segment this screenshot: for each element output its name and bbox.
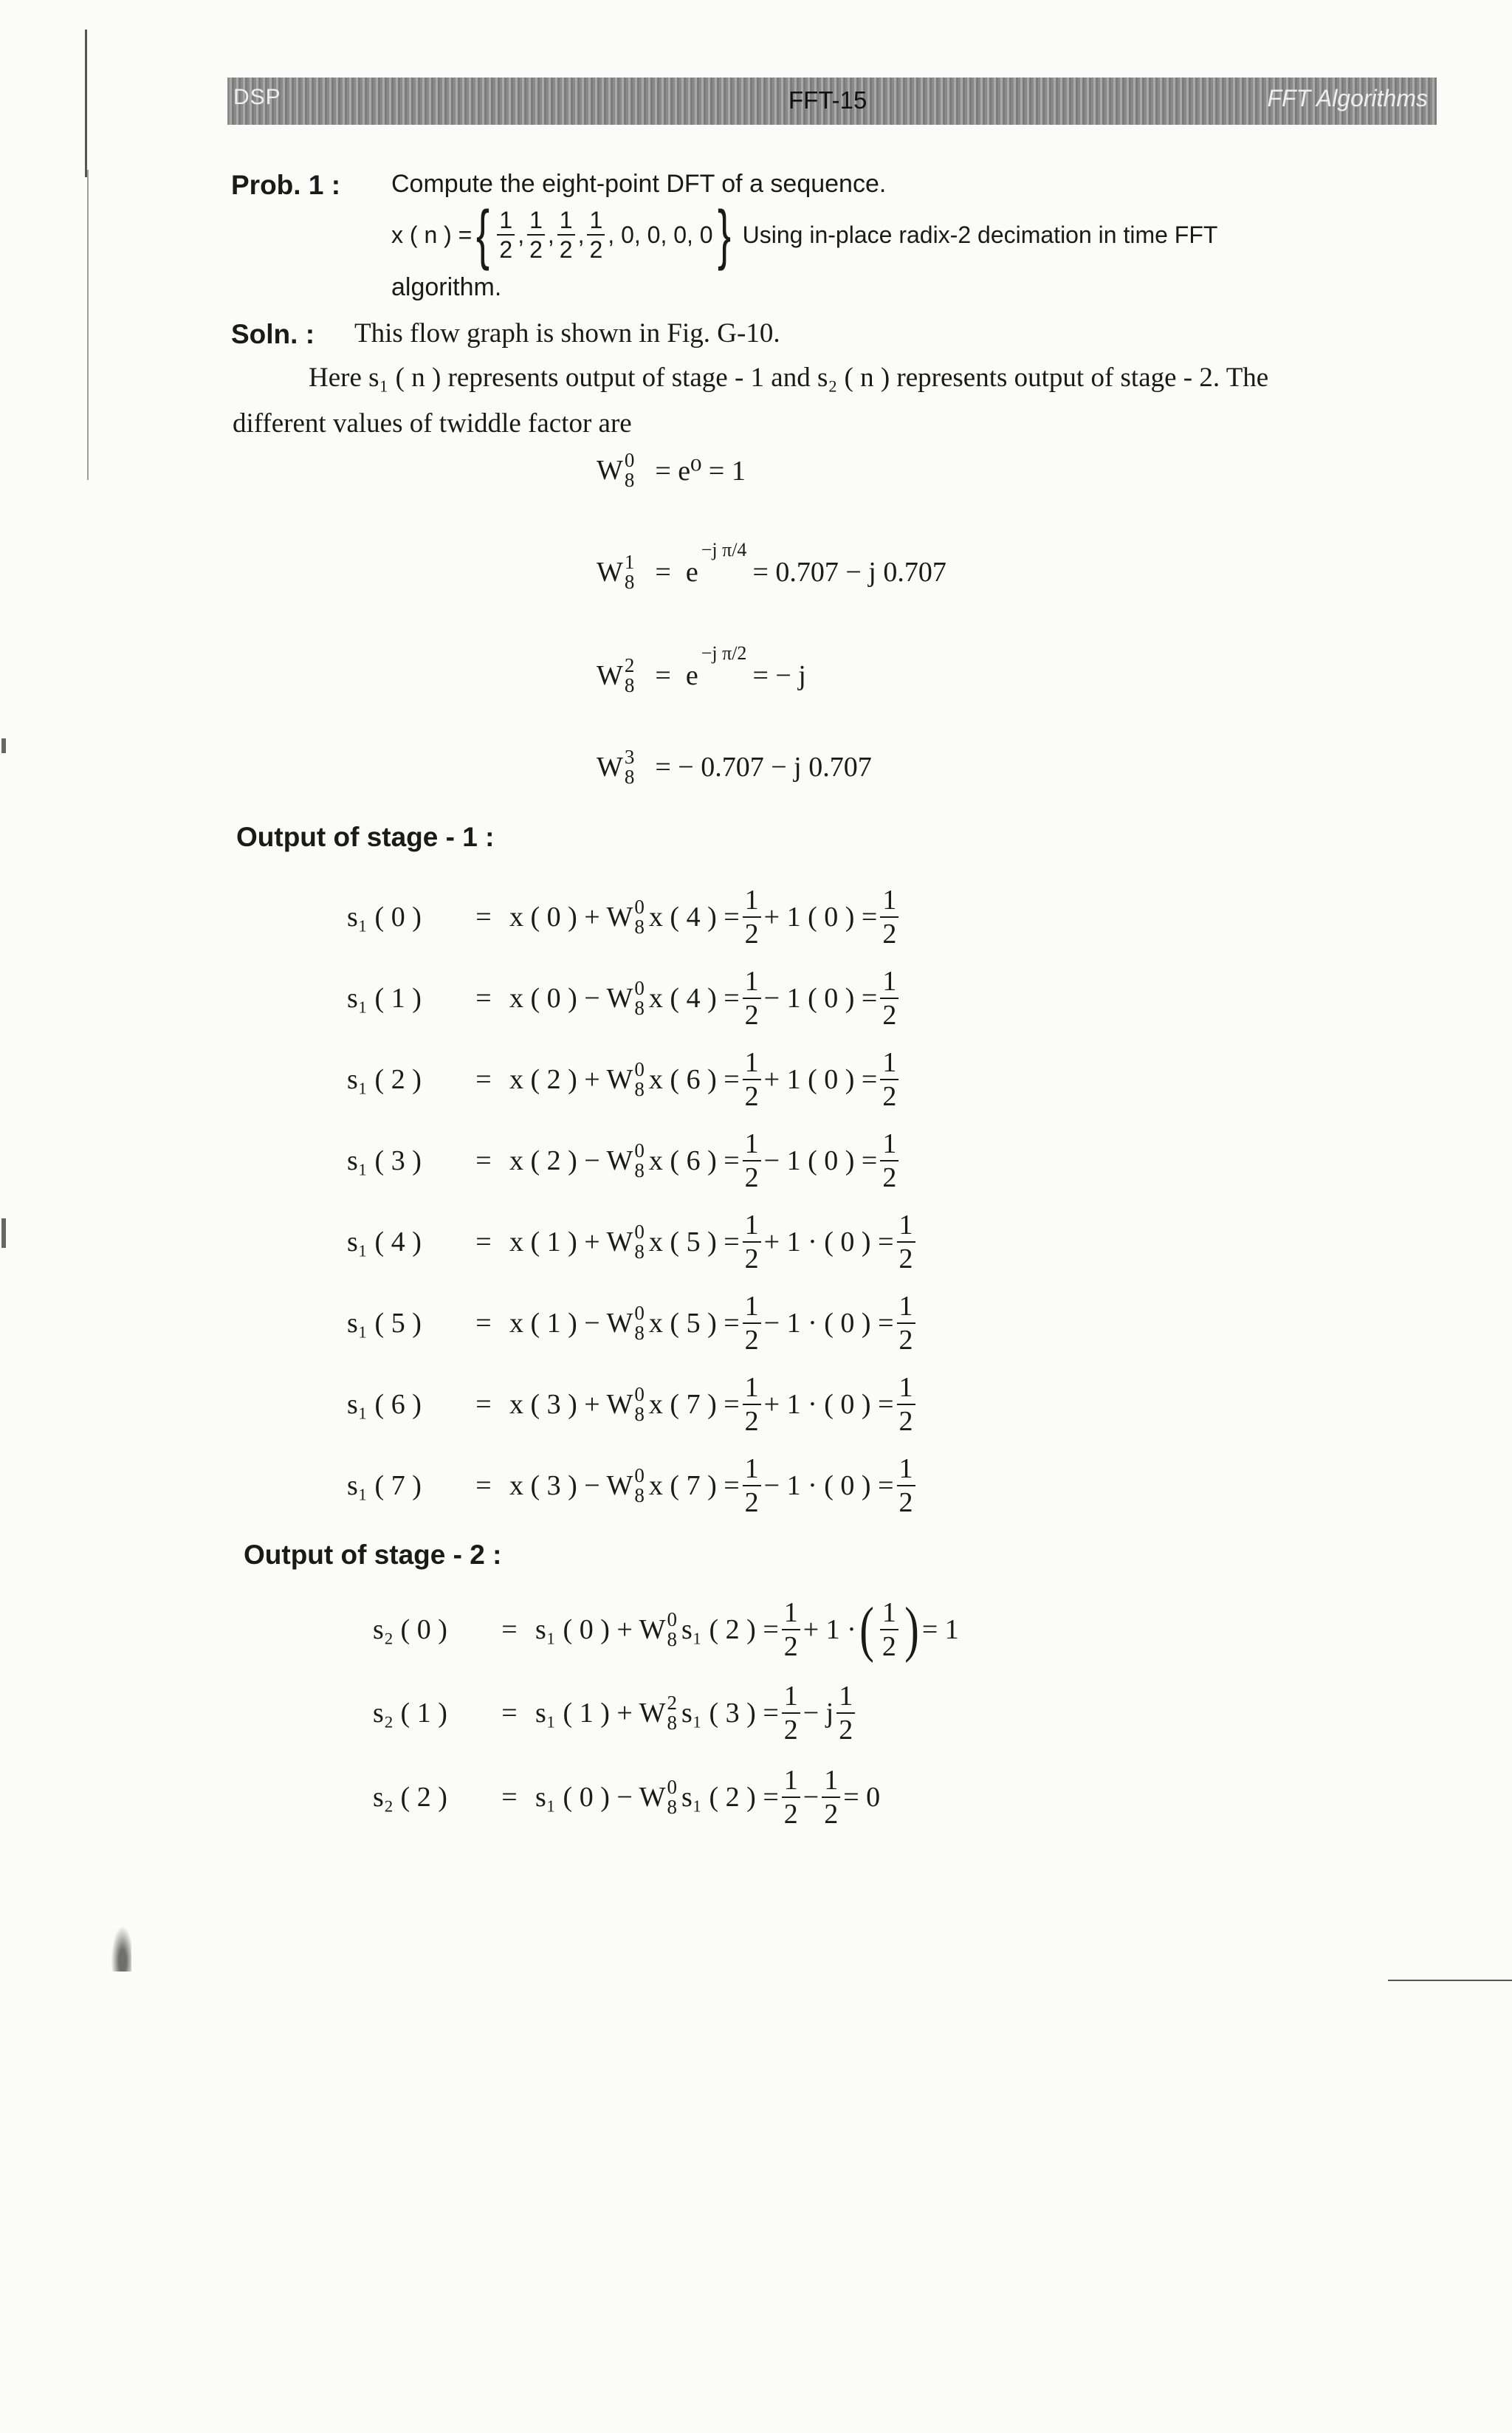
stage2-row-0: s₂ ( 0 ) = s₁ ( 0 ) + W 0 8 s₁ ( 2 ) = $\frac{1}{2}$ + 1 · ( $\frac{1}{2}$ ) = 1 (373, 1595, 959, 1664)
problem-label: Prob. 1 : (231, 170, 341, 200)
left-brace: { (476, 198, 490, 272)
stage2-row-1: s₂ ( 1 ) = s₁ ( 1 ) + W 2 8 s₁ ( 3 ) = $\frac{1}{2}$ − j $\frac{1}{2}$ (373, 1682, 858, 1744)
sequence-note: Using in-place radix-2 decimation in time FFT (742, 221, 1218, 248)
solution-para2: different values of twiddle factor are (233, 408, 632, 439)
sequence-lhs: x ( n ) = (391, 221, 472, 248)
stage2-row-2: s₂ ( 2 ) = s₁ ( 0 ) − W 0 8 s₁ ( 2 ) = $\frac{1}{2}$ − $\frac{1}{2}$ = 0 (373, 1765, 881, 1830)
twiddle-w1: W 1 8 = e −j π/4 = 0.707 − j 0.707 (597, 539, 946, 593)
fraction-half: $\frac{1}{2}$ (527, 208, 545, 261)
stage1-row-2: s₁ ( 2 ) = x ( 2 ) + W 0 8 x ( 6 ) = $\frac{1}{2}$ + 1 ( 0 ) = $\frac{1}{2}$ (347, 1049, 901, 1111)
solution-line1: This flow graph is shown in Fig. G-10. (354, 318, 780, 349)
fraction-half: $\frac{1}{2}$ (587, 208, 605, 261)
page-number: FFT-15 (788, 86, 867, 114)
stage1-row-0: s₁ ( 0 ) = x ( 0 ) + W 0 8 x ( 4 ) = $\frac{1}{2}$ + 1 ( 0 ) = $\frac{1}{2}$ (347, 886, 901, 948)
problem-cont: algorithm. (391, 273, 502, 301)
sequence-zeros: , 0, 0, 0, 0 (608, 221, 713, 248)
fraction-half: $\frac{1}{2}$ (497, 208, 515, 261)
problem-statement: Compute the eight-point DFT of a sequence. (391, 170, 887, 198)
twiddle-w2-value: = − j (752, 660, 806, 691)
header-chapter: FFT Algorithms (1267, 85, 1428, 111)
page-header (227, 78, 1437, 125)
twiddle-w0: W 0 8 = e⁰ = 1 (597, 449, 746, 491)
right-brace: } (717, 198, 731, 272)
solution-label: Soln. : (231, 319, 315, 349)
stage2-heading: Output of stage - 2 : (244, 1540, 502, 1570)
stage1-heading: Output of stage - 1 : (236, 822, 495, 852)
solution-para1: Here s₁ ( n ) represents output of stage - 1 and s₂ ( n ) represents output of stage - 2. The (309, 363, 1269, 393)
margin-mark (1, 738, 6, 753)
stage1-row-7: s₁ ( 7 ) = x ( 3 ) − W 0 8 x ( 7 ) = $\frac{1}{2}$ − 1 · ( 0 ) = $\frac{1}{2}$ (347, 1455, 918, 1517)
fraction-half: $\frac{1}{2}$ (557, 208, 575, 261)
sequence-line: x ( n ) = { $\frac{1}{2}$ , $\frac{1}{2}$ , $\frac{1}{2}$ , $\frac{1}{2}$ , 0, 0, 0, 0 } Using in-place radix-2 decimation in time FFT (391, 198, 1218, 272)
stage1-row-5: s₁ ( 5 ) = x ( 1 ) − W 0 8 x ( 5 ) = $\frac{1}{2}$ − 1 · ( 0 ) = $\frac{1}{2}$ (347, 1292, 918, 1354)
ink-smudge (109, 1920, 131, 1972)
twiddle-w2-exponent: −j π/2 (701, 642, 747, 664)
stage1-row-6: s₁ ( 6 ) = x ( 3 ) + W 0 8 x ( 7 ) = $\frac{1}{2}$ + 1 · ( 0 ) = $\frac{1}{2}$ (347, 1373, 918, 1435)
twiddle-w3: W 3 8 = − 0.707 − j 0.707 (597, 746, 872, 788)
stage1-row-3: s₁ ( 3 ) = x ( 2 ) − W 0 8 x ( 6 ) = $\frac{1}{2}$ − 1 ( 0 ) = $\frac{1}{2}$ (347, 1130, 901, 1192)
binding-line (87, 170, 89, 480)
stage1-row-4: s₁ ( 4 ) = x ( 1 ) + W 0 8 x ( 5 ) = $\frac{1}{2}$ + 1 · ( 0 ) = $\frac{1}{2}$ (347, 1211, 918, 1273)
stage1-row-1: s₁ ( 1 ) = x ( 0 ) − W 0 8 x ( 4 ) = $\frac{1}{2}$ − 1 ( 0 ) = $\frac{1}{2}$ (347, 967, 901, 1029)
twiddle-w2: W 2 8 = e −j π/2 = − j (597, 642, 806, 696)
edge-rule (1388, 1980, 1512, 1981)
twiddle-w1-value: = 0.707 − j 0.707 (752, 557, 946, 588)
twiddle-w3-value: = − 0.707 − j 0.707 (655, 752, 872, 783)
header-left: DSP (233, 85, 281, 109)
binding-line (85, 30, 87, 177)
twiddle-w1-exponent: −j π/4 (701, 539, 747, 560)
margin-mark (1, 1218, 6, 1248)
twiddle-w0-value: = e⁰ = 1 (655, 455, 746, 487)
